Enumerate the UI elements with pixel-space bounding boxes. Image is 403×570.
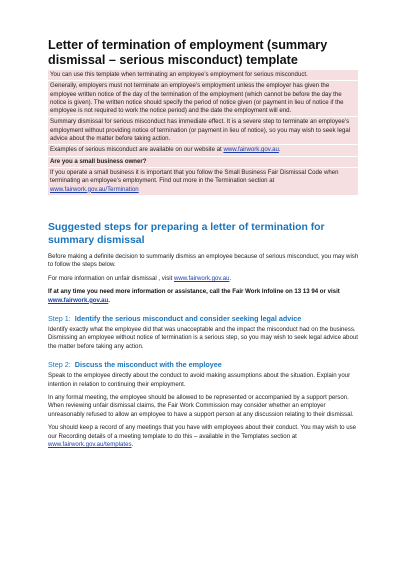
page-title: Letter of termination of employment (summary dismissal – serious misconduct) template bbox=[48, 38, 328, 67]
info-box bbox=[48, 70, 358, 195]
infoline-paragraph: If at any time you need more information or assistance, call the Fair Work Infoline on 13 13 94 or visit www.fairwork.gov.au. bbox=[48, 288, 340, 304]
fairwork-link[interactable]: www.fairwork.gov.au bbox=[223, 146, 279, 154]
termination-link[interactable]: www.fairwork.gov.au/Termination bbox=[50, 185, 139, 193]
step-2-paragraph-2: In any formal meeting, the employee should be allowed to be represented or accompanied by a support person. When reviewing unfair dismissal claims, the Fair Work Commission may consider whether an employer unreasonably refused to allow an employee to have a support person at any discussion relating to their dismissal. bbox=[48, 394, 354, 418]
step-1-body: Identify exactly what the employee did that was unacceptable and the impact the misconduct had on the business. Dismissing an employee without notice of termination is a serious step, so you may wish to seek legal advice about the matter before taking any action. bbox=[48, 326, 358, 350]
info-paragraph-examples: Examples of serious misconduct are available on our website at www.fairwork.gov.au. bbox=[48, 144, 358, 155]
step-2-paragraph-1: Speak to the employee directly about the conduct to avoid making assumptions about the situation. Explain your intention in relation to continuing their employment. bbox=[48, 372, 351, 388]
info-paragraph-usage: You can use this template when terminating an employee’s employment for serious misconduct. bbox=[50, 71, 308, 78]
unfair-dismissal-link[interactable]: www.fairwork.gov.au bbox=[174, 274, 230, 282]
templates-link[interactable]: www.fairwork.gov.au/templates bbox=[48, 441, 132, 449]
step-2-heading: Step 2: Discuss the misconduct with the employee bbox=[48, 360, 222, 370]
info-paragraph-notice: Generally, employers must not terminate an employee’s employment unless the employer has given the employee written notice of the day of the termination of the employment (which cannot be before the day the notice is given). The written notice should specify the period of notice given (or payment in lieu of notice if the employee is not required to work the notice period) and the date the employment will end. bbox=[48, 80, 358, 116]
step-2-paragraph-3: You should keep a record of any meetings that you have with employees about their conduct. You may wish to use our Recording details of a meeting template to do this – available in the Templates section at www.fairwork.gov.au/templates. bbox=[48, 424, 357, 449]
step-1-heading: Step 1: Identify the serious misconduct and consider seeking legal advice bbox=[48, 314, 302, 324]
info-paragraph-small-business: If you operate a small business it is important that you follow the Small Business Fair Dismissal Code when terminating an employee’s employment. Find out more in the Termination section at www.fairwork.gov.au/Termination bbox=[48, 167, 358, 195]
infoline-link[interactable]: www.fairwork.gov.au bbox=[48, 296, 109, 304]
section-heading: Suggested steps for preparing a letter of termination for summary dismissal bbox=[48, 222, 325, 246]
small-business-heading: Are you a small business owner? bbox=[48, 156, 358, 167]
info-paragraph-summary-dismissal: Summary dismissal for serious misconduct has immediate effect. It is a severe step to terminate an employee’s employment without providing notice of termination (or payment in lieu of notice), so you may wish to seek legal advice about the matter before taking action. bbox=[48, 116, 358, 144]
more-info-paragraph: For more information on unfair dismissal , visit www.fairwork.gov.au. bbox=[48, 274, 232, 282]
intro-paragraph: Before making a definite decision to summarily dismiss an employee because of serious misconduct, you may wish to follow the steps below. bbox=[48, 253, 359, 269]
steps-body bbox=[48, 253, 360, 455]
